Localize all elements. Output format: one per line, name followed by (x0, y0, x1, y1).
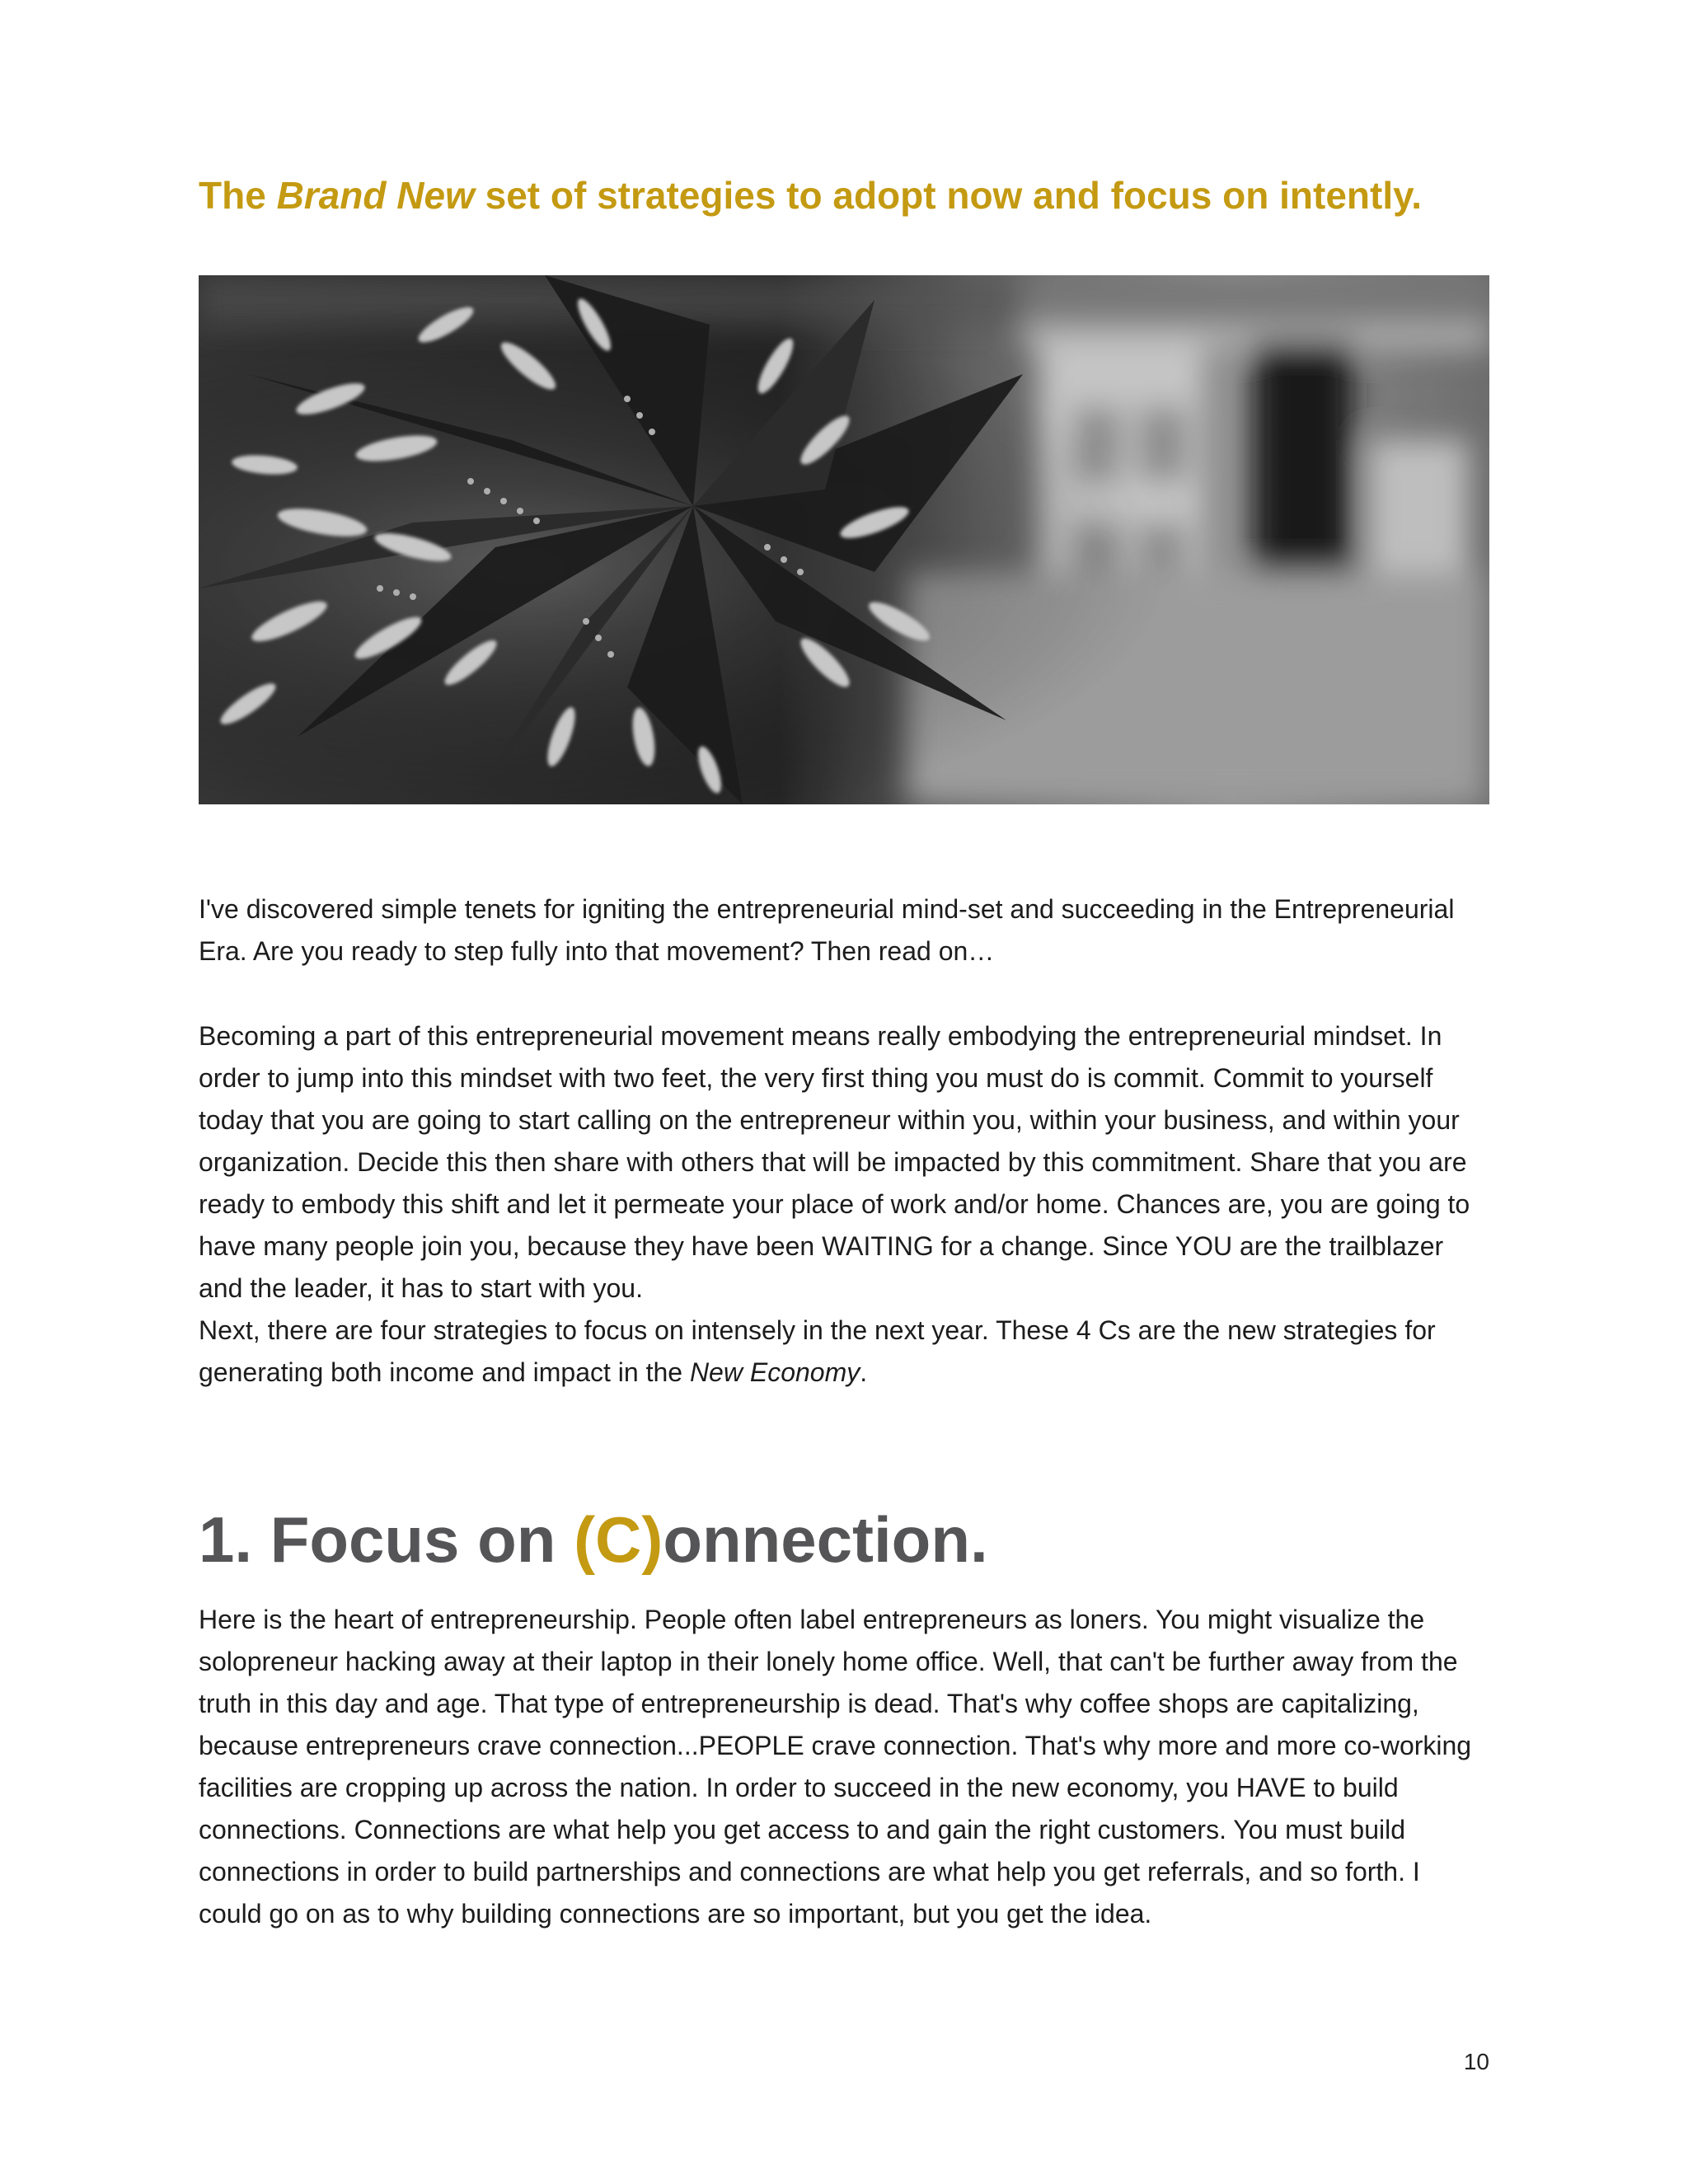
hero-image (199, 275, 1489, 804)
connection-paragraph: Here is the heart of entrepreneurship. People often label entrepreneurs as loners. You might visualize the solopreneur hacking away at their laptop in their lonely home office. Well, that can't be further away from the truth in this day and age. That type of entrepreneurship is dead. That's why coffee shops are capitalizing, because entrepreneurs crave connection...PEOPLE crave connection. That's why more and more co-working facilities are cropping up across the nation. In order to succeed in the new economy, you HAVE to build connections. Connections are what help you get access to and gain the right customers. You must build connections in order to build partnerships and connections are what help you get referrals, and so forth. I could go on as to why building connections are so important, but you get the idea. (199, 1605, 1472, 1929)
next-text: Next, there are four strategies to focus on intensely in the next year. These 4 Cs are the new strategies for generating both income and impact in the (199, 1315, 1436, 1387)
title-prefix: The (199, 174, 277, 217)
page-number: 10 (1463, 2049, 1489, 2074)
heading-prefix: 1. Focus on (199, 1503, 574, 1576)
new-economy-emphasis: New Economy (689, 1357, 860, 1387)
section-heading-connection (199, 1502, 988, 1579)
title-suffix: set of strategies to adopt now and focus on intently. (474, 174, 1423, 217)
next-text-end: . (860, 1357, 868, 1387)
paper-star-lantern-photo (199, 275, 1489, 804)
heading-accent-letter: (C) (574, 1503, 663, 1576)
intro-paragraph: I've discovered simple tenets for igniting the entrepreneurial mind-set and succeeding in the Entrepreneurial Era. Are you ready to step fully into that movement? Then read on… (199, 894, 1455, 966)
page-title (199, 173, 1489, 218)
commit-text: Becoming a part of this entrepreneurial movement means really embodying the entrepreneurial mindset. In order to jump into this mindset with two feet, the very first thing you must do is commit. Commit to yourself today that you are going to start calling on the entrepreneur within you, within your business, and within your organization. Decide this then share with others that will be impacted by this commitment. Share that you are ready to embody this shift and let it permeate your place of work and/or home. Chances are, you are going to have many people join you, because they have been WAITING for a change. Since YOU are the trailblazer and the leader, it has to start with you. (199, 1021, 1470, 1303)
heading-end: . (969, 1503, 988, 1576)
title-emphasis: Brand New (276, 174, 475, 217)
commit-paragraph (199, 1015, 1489, 1394)
heading-rest: onnection (663, 1503, 970, 1576)
